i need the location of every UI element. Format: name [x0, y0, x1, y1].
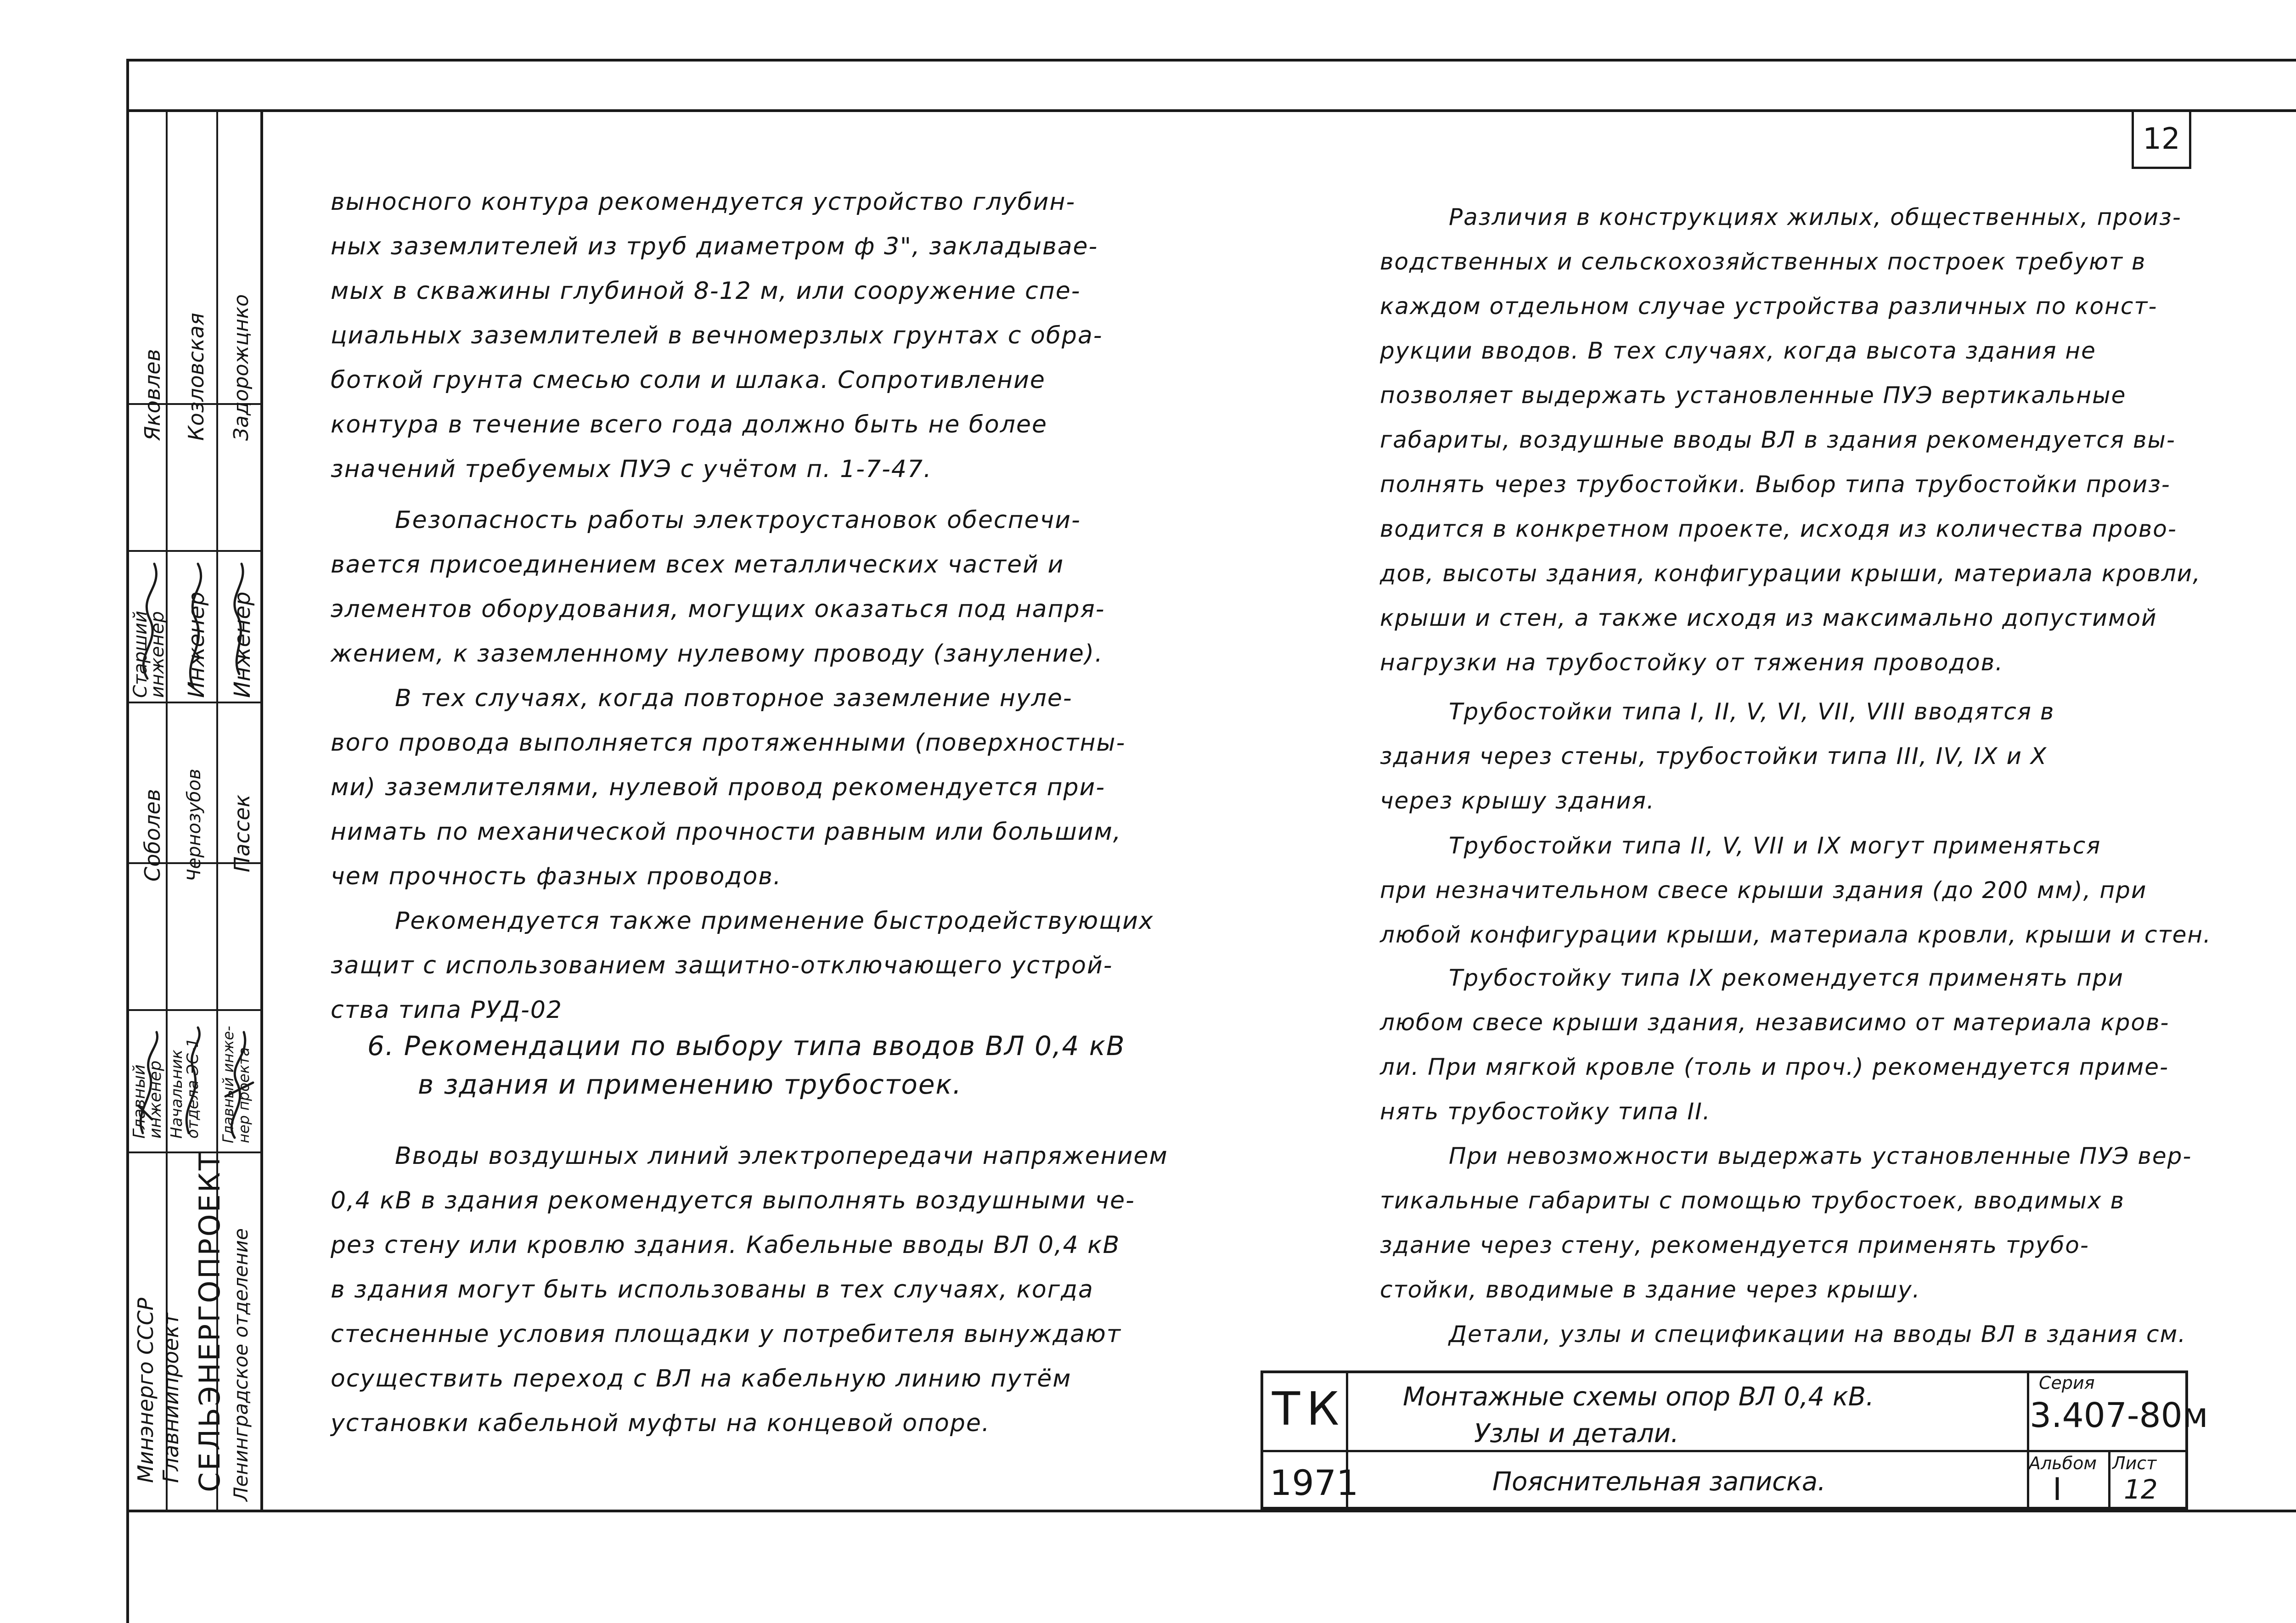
text-line: Трубостойки типа I, II, V, VI, VII, VIII вводятся в	[1449, 698, 2055, 725]
stamp-role: инженер	[147, 611, 168, 698]
tb-album-label: Альбом	[2029, 1453, 2097, 1473]
text-line: габариты, воздушные вводы ВЛ в здания рекомендуется вы-	[1380, 427, 2176, 453]
text-line: циальных заземлителей в вечномерзлых грунтах с обра-	[331, 322, 1103, 349]
text-line: ли. При мягкой кровле (толь и проч.) рекомендуется приме-	[1380, 1054, 2169, 1080]
text-line: При невозможности выдержать установленные ПУЭ вер-	[1449, 1143, 2192, 1169]
text-line: элементов оборудования, могущих оказаться под напря-	[331, 595, 1105, 623]
text-line: любом свесе крыши здания, независимо от материала кров-	[1380, 1009, 2170, 1036]
text-line: Трубостойки типа II, V, VII и IX могут применяться	[1449, 832, 2101, 859]
tb-subtitle: Пояснительная записка.	[1492, 1467, 1826, 1497]
left-paragraph-5	[331, 1134, 1168, 1446]
text-line: Различия в конструкциях жилых, общественных, произ-	[1449, 204, 2182, 230]
stamp-org-ministry: Минэнерго СССР	[133, 1297, 158, 1483]
right-paragraph-1	[1380, 195, 2201, 685]
stamp-org-branch: Ленинградское отделение	[230, 1228, 252, 1501]
signature	[225, 1032, 253, 1138]
tb-series-label: Серия	[2039, 1373, 2095, 1393]
heading-line: в здания и применению трубостоек.	[418, 1069, 962, 1100]
text-line: позволяет выдержать установленные ПУЭ вертикальные	[1380, 382, 2127, 409]
text-line: Детали, узлы и спецификации на вводы ВЛ в здания см.	[1449, 1321, 2187, 1348]
text-line: здания через стены, трубостойки типа III, IV, IX и X	[1380, 743, 2048, 769]
tb-col-divider	[2027, 1373, 2029, 1507]
drawing-field-top	[126, 109, 2296, 112]
left-paragraph-1	[331, 180, 1103, 492]
tb-col-divider	[2108, 1452, 2110, 1507]
stamp-role: Начальник	[168, 1050, 186, 1139]
signature	[143, 564, 156, 679]
signature	[190, 564, 201, 688]
text-line: мых в скважины глубиной 8-12 м, или сооружение спе-	[331, 277, 1081, 305]
text-line: дов, высоты здания, конфигурации крыши, материала кровли,	[1380, 560, 2201, 587]
text-line: рукции вводов. В тех случаях, когда высота здания не	[1380, 337, 2096, 364]
signature	[186, 1028, 199, 1133]
text-line: В тех случаях, когда повторное заземление нуле-	[395, 685, 1073, 712]
stamp-role: Главный инже-	[219, 1026, 237, 1143]
text-line: стойки, вводимые в здание через крышу.	[1380, 1276, 1921, 1303]
text-line: при незначительном свесе крыши здания (до 200 мм), при	[1380, 877, 2147, 904]
drawing-field-bottom	[126, 1510, 2296, 1512]
text-line: жением, к заземленному нулевому проводу (зануление).	[331, 640, 1103, 668]
left-paragraph-3	[331, 676, 1125, 899]
stamp-name: Пассек	[230, 794, 254, 872]
left-paragraph-2	[331, 498, 1105, 676]
text-line: чем прочность фазных проводов.	[331, 863, 782, 890]
stamp-role: инженер	[146, 1060, 165, 1139]
page-number: 12	[2143, 122, 2180, 156]
stamp-name: Задорожцнко	[230, 294, 253, 441]
tb-album: I	[2053, 1471, 2062, 1508]
text-line: здание через стену, рекомендуется применять трубо-	[1380, 1232, 2089, 1258]
stamp-role: Главный	[130, 1064, 149, 1139]
text-line: выносного контура рекомендуется устройство глубин-	[331, 188, 1076, 216]
signature	[138, 1032, 158, 1133]
text-line: ми) заземлителями, нулевой провод рекомендуется при-	[331, 774, 1106, 801]
text-line: тикальные габариты с помощью трубостоек, вводимых в	[1380, 1187, 2125, 1214]
signatures	[129, 109, 260, 1510]
text-line: любой конфигурации крыши, материала кровли, крыши и стен.	[1380, 921, 2212, 948]
tb-row-divider	[1263, 1450, 2186, 1452]
text-line: стесненные условия площадки у потребителя вынуждают	[331, 1320, 1122, 1348]
drawing-field-left	[260, 109, 263, 1510]
stamp-name: Козловская	[184, 313, 208, 441]
text-line: вается присоединением всех металлических частей и	[331, 551, 1064, 578]
text-line: в здания могут быть использованы в тех случаях, когда	[331, 1276, 1094, 1303]
text-line: осуществить переход с ВЛ на кабельную линию путём	[331, 1365, 1072, 1393]
stamp-role: нер проекта	[235, 1047, 253, 1143]
text-line: Рекомендуется также применение быстродействующих	[395, 907, 1154, 935]
tb-sheet: 12	[2124, 1474, 2158, 1505]
tb-title-line2: Узлы и детали.	[1474, 1419, 1679, 1449]
text-line: значений требуемых ПУЭ с учётом п. 1-7-47.	[331, 455, 932, 483]
right-paragraph-5	[1380, 1134, 2192, 1312]
tb-title-line1: Монтажные схемы опор ВЛ 0,4 кВ.	[1403, 1382, 1874, 1412]
text-line: рез стену или кровлю здания. Кабельные вводы ВЛ 0,4 кВ	[331, 1231, 1120, 1259]
text-line: через крышу здания.	[1380, 787, 1655, 814]
stamp-name: Соболев	[140, 789, 165, 882]
heading-line: 6. Рекомендации по выбору типа вводов ВЛ 0,4 кВ	[367, 1030, 1125, 1061]
section-heading	[367, 1027, 1125, 1104]
tb-sheet-label: Лист	[2112, 1453, 2157, 1473]
stamp-name: Чернозубов	[184, 769, 205, 882]
right-paragraph-6	[1380, 1312, 2186, 1357]
text-line: 0,4 кВ в здания рекомендуется выполнять воздушными че-	[331, 1187, 1135, 1214]
tb-year: 1971	[1270, 1462, 1359, 1503]
stamp-role: Инженер	[184, 591, 209, 698]
stamp-role: отдела ЭС-1	[184, 1038, 202, 1139]
text-line: контура в течение всего года должно быть не более	[331, 411, 1047, 438]
text-line: Безопасность работы электроустановок обеспечи-	[395, 506, 1081, 534]
right-paragraph-2	[1380, 690, 2054, 823]
text-line: полнять через трубостойки. Выбор типа трубостойки произ-	[1380, 471, 2171, 498]
text-line: боткой грунта смесью соли и шлака. Сопротивление	[331, 366, 1046, 394]
text-line: нагрузки на трубостойку от тяжения проводов.	[1380, 649, 2003, 676]
text-line: водится в конкретном проекте, исходя из количества прово-	[1380, 516, 2177, 542]
stamp-org-name: СЕЛЬЭНЕРГОПРОЕКТ	[193, 1151, 226, 1492]
tb-series: 3.407-80м	[2030, 1396, 2208, 1435]
stamp-name: Яковлев	[140, 349, 165, 441]
right-paragraph-4	[1380, 956, 2169, 1134]
text-line: каждом отдельном случае устройства различных по конст-	[1380, 293, 2158, 320]
text-line: защит с использованием защитно-отключающего устрой-	[331, 952, 1113, 979]
signature	[235, 564, 243, 674]
text-line: водственных и сельскохозяйственных построек требуют в	[1380, 248, 2146, 275]
text-line: ных заземлителей из труб диаметром ф 3", закладывае-	[331, 233, 1098, 260]
tb-org-code: ТК	[1272, 1382, 1346, 1436]
text-line: нимать по механической прочности равным или большим,	[331, 818, 1122, 846]
text-line: вого провода выполняется протяженными (поверхностны-	[331, 729, 1126, 757]
text-line: крыши и стен, а также исходя из максимально допустимой	[1380, 605, 2157, 631]
right-paragraph-3	[1380, 824, 2212, 957]
top-border	[126, 59, 2296, 62]
text-line: Трубостойку типа IX рекомендуется применять при	[1449, 965, 2124, 991]
stamp-org-institute: Главниипроект	[158, 1313, 183, 1483]
text-line: нять трубостойку типа II.	[1380, 1098, 1711, 1125]
text-line: установки кабельной муфты на концевой опоре.	[331, 1410, 990, 1437]
text-line: ства типа РУД-02	[331, 996, 563, 1024]
left-paragraph-4	[331, 899, 1154, 1033]
text-line: Вводы воздушных линий электропередачи напряжением	[395, 1142, 1168, 1170]
stamp-role: Инженер	[230, 591, 255, 698]
stamp-role: Старший	[130, 611, 151, 698]
